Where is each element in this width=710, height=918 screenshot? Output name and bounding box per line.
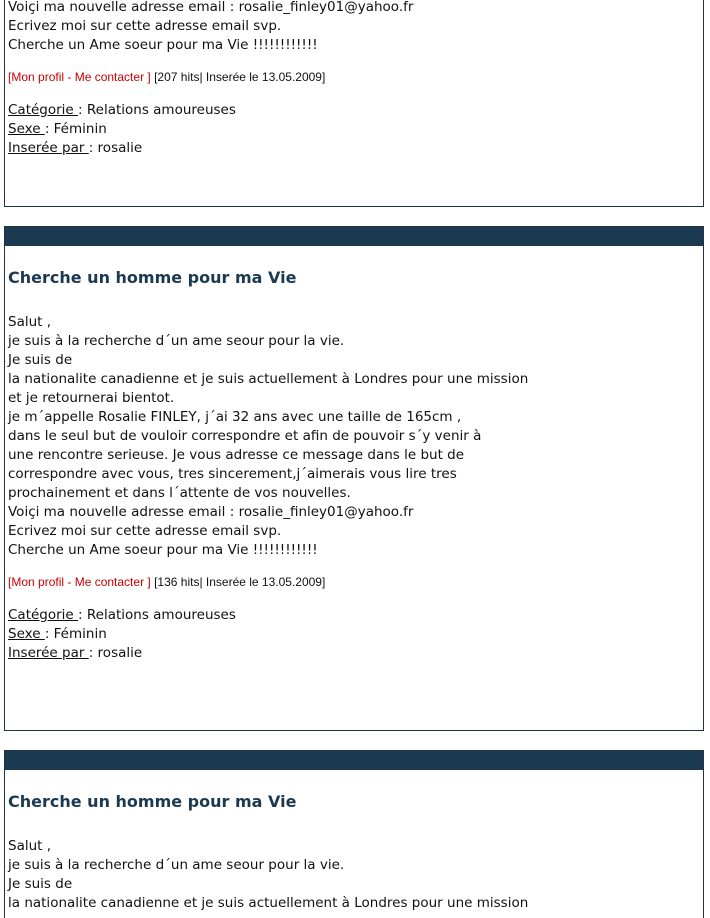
- field-value: : rosalie: [88, 140, 143, 156]
- post-body-line: Salut ,: [8, 314, 52, 330]
- post-header-bar: [5, 227, 703, 246]
- field-value: : Relations amoureuses: [78, 102, 236, 118]
- post-body-line: Je suis de: [8, 876, 73, 892]
- profile-contact-link[interactable]: Mon profil - Me contacter: [11, 575, 145, 589]
- post-fields: [5, 101, 703, 158]
- field-category: [8, 101, 700, 120]
- post-title[interactable]: Cherche un homme pour ma Vie: [8, 268, 297, 287]
- bracket-open: [: [8, 575, 12, 589]
- post-body-line: prochainement et dans l´attente de vos nouvelles.: [8, 485, 351, 501]
- post-body-line: je m´appelle Rosalie FINLEY, j´ai 32 ans avec une taille de 165cm ,: [8, 409, 462, 425]
- field-value: : rosalie: [88, 645, 143, 661]
- field-author: [8, 644, 700, 663]
- post-body-line: Ecrivez moi sur cette adresse email svp.: [8, 18, 282, 34]
- field-value: : Relations amoureuses: [78, 607, 236, 623]
- post-body-line: Salut ,: [8, 838, 52, 854]
- post-body-line: une rencontre serieuse. Je vous adresse ce message dans le but de: [8, 447, 465, 463]
- post-body: [5, 313, 703, 560]
- post-body-line: dans le seul but de vouloir correspondre et afin de pouvoir s´y venir à: [8, 428, 482, 444]
- post-body-line: Voiçi ma nouvelle adresse email : rosalie_finley01@yahoo.fr: [8, 504, 414, 520]
- post-body-line: la nationalite canadienne et je suis actuellement à Londres pour une mission: [8, 371, 529, 387]
- post-body-line: correspondre avec vous, tres sincerement,j´aimerais vous lire tres: [8, 466, 457, 482]
- post-meta: [5, 574, 703, 590]
- post-body: [5, 0, 703, 55]
- post-header-bar: [5, 751, 703, 770]
- post-card: [4, 750, 704, 918]
- field-value: : Féminin: [44, 626, 107, 642]
- field-author: [8, 139, 700, 158]
- field-label: Inserée par: [8, 645, 89, 661]
- post-meta: [5, 69, 703, 85]
- bracket-close: ]: [144, 70, 151, 84]
- field-sex: [8, 120, 700, 139]
- post-body-line: Je suis de: [8, 352, 73, 368]
- field-label: Sexe: [8, 626, 45, 642]
- bracket-open: [: [8, 70, 12, 84]
- field-label: Catégorie: [8, 102, 79, 118]
- post-body-line: et je retournerai bientot.: [8, 390, 175, 406]
- post-title[interactable]: Cherche un homme pour ma Vie: [8, 792, 297, 811]
- field-sex: [8, 625, 700, 644]
- post-body-line: la nationalite canadienne et je suis actuellement à Londres pour une mission: [8, 895, 529, 911]
- post-card: [4, 0, 704, 207]
- post-fields: [5, 606, 703, 663]
- post-stats: [207 hits| Inserée le 13.05.2009]: [154, 70, 326, 84]
- field-label: Catégorie: [8, 607, 79, 623]
- post-body-line: Ecrivez moi sur cette adresse email svp.: [8, 523, 282, 539]
- post-body-line: je suis à la recherche d´un ame seour pour la vie.: [8, 333, 345, 349]
- field-category: [8, 606, 700, 625]
- post-card: [4, 226, 704, 731]
- post-stats: [136 hits| Inserée le 13.05.2009]: [154, 575, 326, 589]
- field-label: Sexe: [8, 121, 45, 137]
- post-body-line: Voiçi ma nouvelle adresse email : rosalie_finley01@yahoo.fr: [8, 0, 414, 15]
- post-body-line: Cherche un Ame soeur pour ma Vie !!!!!!!!!!!!: [8, 37, 318, 53]
- post-body-line: je suis à la recherche d´un ame seour pour la vie.: [8, 857, 345, 873]
- bracket-close: ]: [144, 575, 151, 589]
- post-body: [5, 837, 703, 913]
- profile-contact-link[interactable]: Mon profil - Me contacter: [11, 70, 145, 84]
- field-label: Inserée par: [8, 140, 89, 156]
- field-value: : Féminin: [44, 121, 107, 137]
- post-body-line: Cherche un Ame soeur pour ma Vie !!!!!!!!!!!!: [8, 542, 318, 558]
